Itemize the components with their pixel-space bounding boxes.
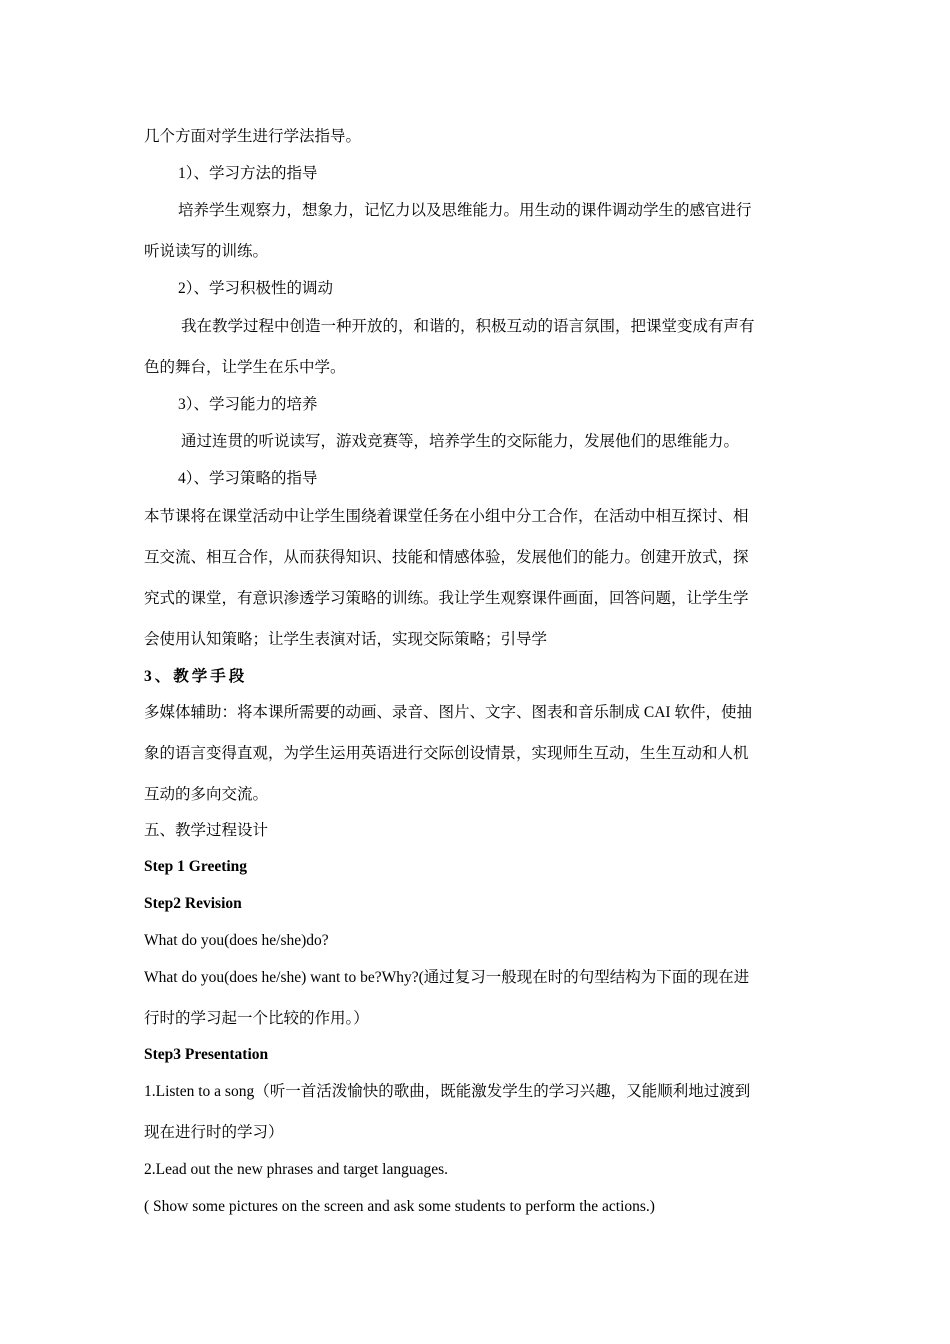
teaching-means-heading: 3、教学手段 <box>144 668 248 685</box>
presentation-item-1-line-2: 现在进行时的学习） <box>144 1124 284 1141</box>
section-2-title: 2）、学习积极性的调动 <box>178 280 334 297</box>
section-3-body: 通过连贯的听说读写，游戏竞赛等，培养学生的交际能力，发展他们的思维能力。 <box>181 433 740 450</box>
process-design-heading: 五、教学过程设计 <box>144 822 269 839</box>
section-2-body-line-2: 色的舞台，让学生在乐中学。 <box>144 359 346 376</box>
section-1-body-line-1: 培养学生观察力，想象力，记忆力以及思维能力。用生动的课件调动学生的感官进行 <box>178 202 752 219</box>
step-2-heading: Step2 Revision <box>144 895 242 912</box>
presentation-item-2: 2.Lead out the new phrases and target languages. <box>144 1161 449 1178</box>
revision-question-2-line-2: 行时的学习起一个比较的作用。） <box>144 1010 369 1027</box>
intro-line: 几个方面对学生进行学法指导。 <box>144 128 362 145</box>
section-4-title: 4）、学习策略的指导 <box>178 470 318 487</box>
section-1-title: 1）、学习方法的指导 <box>178 165 318 182</box>
revision-question-2-line-1: What do you(does he/she) want to be?Why?(通过复习一般现在时的句型结构为下面的现在进 <box>144 969 750 986</box>
step-3-heading: Step3 Presentation <box>144 1046 269 1063</box>
teaching-means-body-line-2: 象的语言变得直观，为学生运用英语进行交际创设情景，实现师生互动，生生互动和人机 <box>144 745 749 762</box>
presentation-item-1-line-1: 1.Listen to a song（听一首活泼愉快的歌曲，既能激发学生的学习兴趣，又能顺利地过渡到 <box>144 1083 751 1100</box>
revision-question-1: What do you(does he/she)do? <box>144 932 329 949</box>
section-1-body-line-2: 听说读写的训练。 <box>144 243 269 260</box>
section-2-body-line-1: 我在教学过程中创造一种开放的，和谐的，积极互动的语言氛围，把课堂变成有声有 <box>181 318 755 335</box>
teaching-means-body-line-1: 多媒体辅助：将本课所需要的动画、录音、图片、文字、图表和音乐制成 CAI 软件，使抽 <box>144 704 752 721</box>
step-1-heading: Step 1 Greeting <box>144 858 248 875</box>
teaching-means-body-line-3: 互动的多向交流。 <box>144 786 269 803</box>
presentation-note: ( Show some pictures on the screen and ask some students to perform the actions.) <box>144 1198 655 1215</box>
section-4-body-line-2: 互交流、相互合作，从而获得知识、技能和情感体验，发展他们的能力。创建开放式，探 <box>144 549 749 566</box>
section-4-body-line-3: 究式的课堂，有意识渗透学习策略的训练。我让学生观察课件画面，回答问题，让学生学 <box>144 590 749 607</box>
section-4-body-line-1: 本节课将在课堂活动中让学生围绕着课堂任务在小组中分工合作，在活动中相互探讨、相 <box>144 508 749 525</box>
section-3-title: 3）、学习能力的培养 <box>178 396 318 413</box>
section-4-body-line-4: 会使用认知策略；让学生表演对话，实现交际策略；引导学 <box>144 631 548 648</box>
